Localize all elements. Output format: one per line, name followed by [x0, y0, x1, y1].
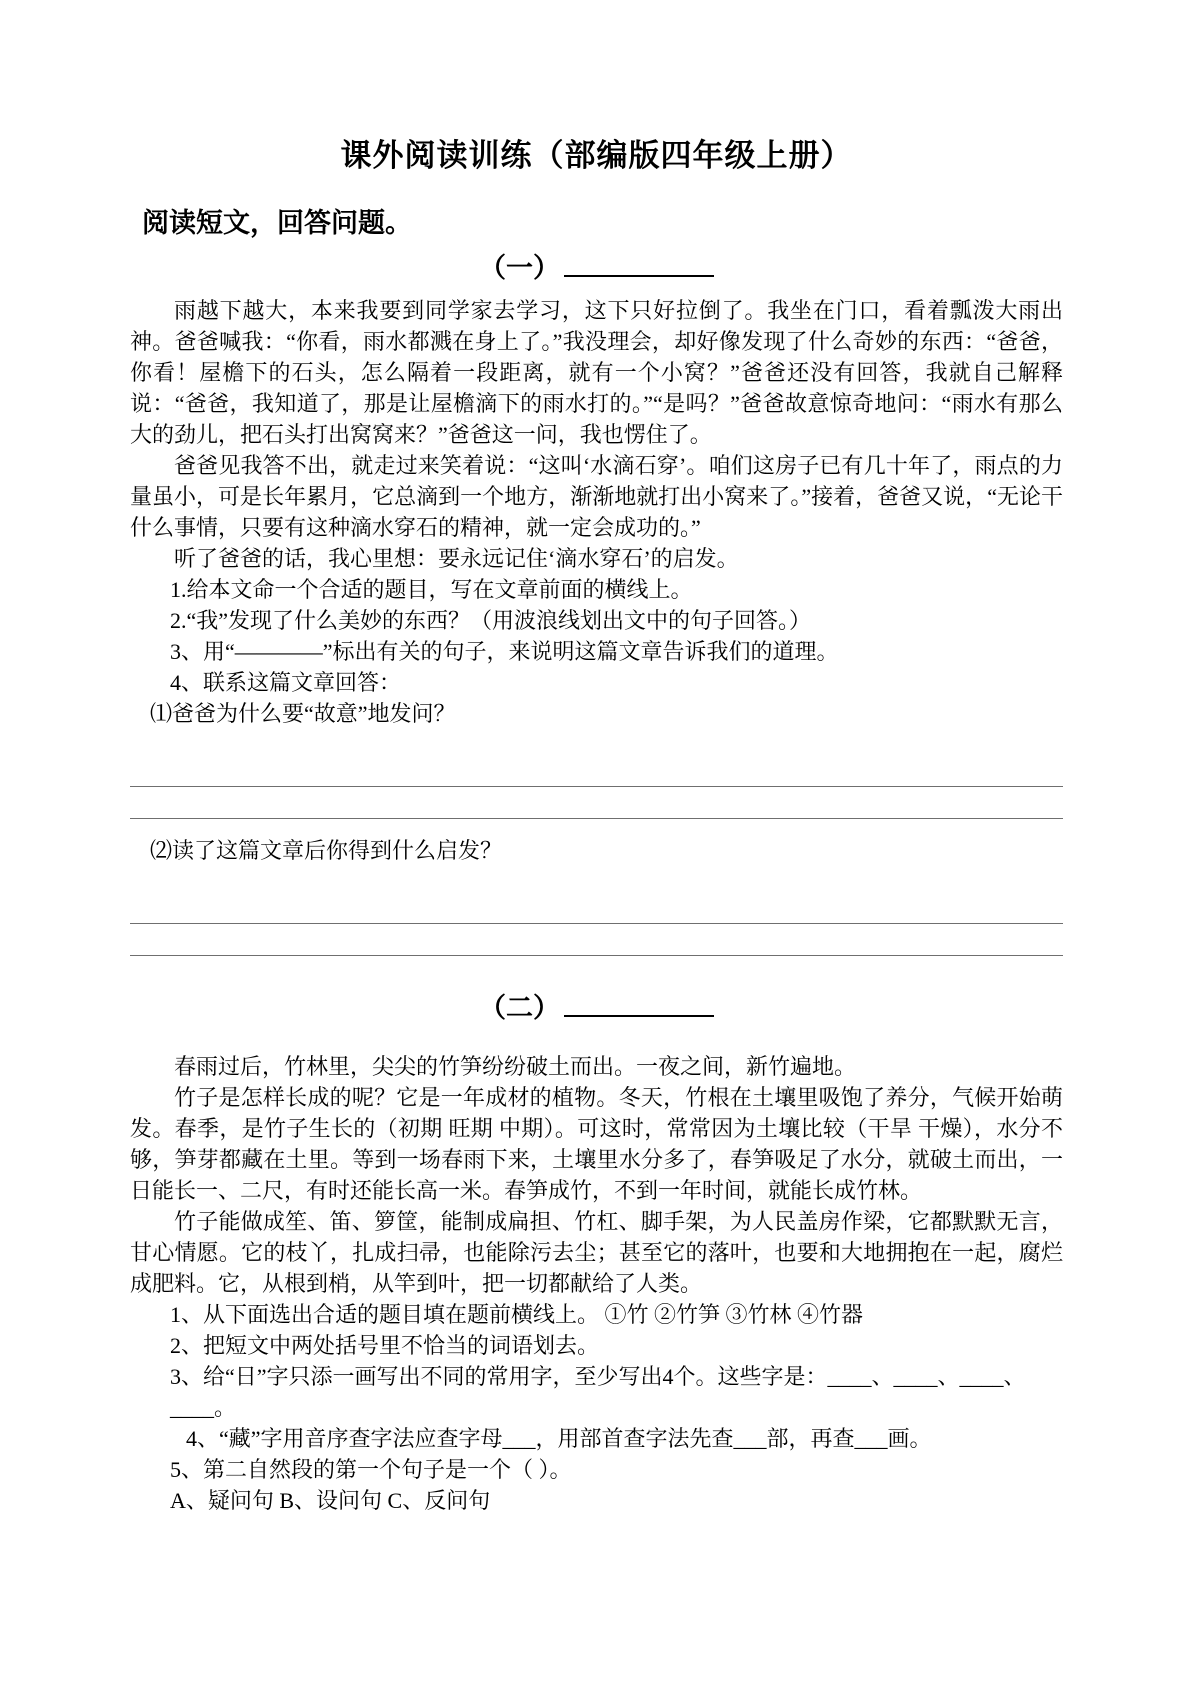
- answer-line-1[interactable]: [130, 755, 1063, 787]
- answer-line-3[interactable]: [130, 892, 1063, 924]
- section-1-paragraph-1: 雨越下越大，本来我要到同学家去学习，这下只好拉倒了。我坐在门口，看着瓢泼大雨出神。爸爸喊我：“你看，雨水都溅在身上了。”我没理会，却好像发现了什么奇妙的东西：“爸爸，你看！屋檐下的石头，怎么隔着一段距离，就有一个小窝？”爸爸还没有回答，我就自己解释说：“爸爸，我知道了，那是让屋檐滴下的雨水打的。”“是吗？”爸爸故意惊奇地问：“雨水有那么大的劲儿，把石头打出窝窝来？”爸爸这一问，我也愣住了。: [130, 298, 1063, 447]
- section-1-question-1: 1.给本文命一个合适的题目，写在文章前面的横线上。: [170, 577, 693, 602]
- section-1-subquestion-2: ⑵读了这篇文章后你得到什么启发？: [150, 838, 503, 863]
- instruction-heading: 阅读短文，回答问题。: [142, 208, 412, 238]
- section-2-heading: [130, 986, 1063, 1025]
- section-1-label: （一）: [479, 253, 560, 283]
- section-2-question-5-options: A、疑问句 B、设问句 C、反问句: [170, 1488, 491, 1513]
- section-2-title-blank[interactable]: [564, 991, 714, 1017]
- section-2-question-1: 1、从下面选出合适的题目填在题前横线上。 ①竹 ②竹笋 ③竹林 ④竹器: [170, 1302, 864, 1327]
- section-2-paragraph-1: 春雨过后，竹林里，尖尖的竹笋纷纷破土而出。一夜之间，新竹遍地。: [174, 1054, 857, 1079]
- answer-line-2[interactable]: [130, 787, 1063, 819]
- section-2-paragraph-2: 竹子是怎样长成的呢？它是一年成材的植物。冬天，竹根在土壤里吸饱了养分，气候开始萌发。春季，是竹子生长的（初期 旺期 中期）。可这时，常常因为土壤比较（干旱 干燥），水分不够，笋芽都藏在土里。等到一场春雨下来，土壤里水分多了，春笋吸足了水分，就破土而出，一日能长一、二尺，有时还能长高一米。春笋成竹，不到一年时间，就能长成竹林。: [130, 1085, 1063, 1203]
- section-1-paragraph-3: 听了爸爸的话，我心里想：要永远记住‘滴水穿石’的启发。: [174, 546, 739, 571]
- section-1-subquestion-1: ⑴爸爸为什么要“故意”地发问？: [150, 701, 456, 726]
- section-1-question-2: 2.“我”发现了什么美妙的东西？（用波浪线划出文中的句子回答。）: [170, 608, 812, 633]
- section-2-question-3: 3、给“日”字只添一画写出不同的常用字，至少写出4个。这些字是：____、____、____、____。: [170, 1364, 1026, 1420]
- section-1-question-3: 3、用“————”标出有关的句子，来说明这篇文章告诉我们的道理。: [170, 639, 839, 664]
- section-2-paragraph-3: 竹子能做成笙、笛、箩筐，能制成扁担、竹杠、脚手架，为人民盖房作梁，它都默默无言，甘心情愿。它的枝丫，扎成扫帚，也能除污去尘；甚至它的落叶，也要和大地拥抱在一起，腐烂成肥料。它，从根到梢，从竿到叶，把一切都献给了人类。: [130, 1209, 1063, 1296]
- section-2-question-4: 4、“藏”字用音序查字法应查字母___，用部首查字法先查___部，再查___画。: [186, 1426, 932, 1451]
- section-2-question-5: 5、第二自然段的第一个句子是一个（ ）。: [170, 1457, 572, 1482]
- section-2-question-2: 2、把短文中两处括号里不恰当的词语划去。: [170, 1333, 600, 1358]
- section-1-title-blank[interactable]: [564, 251, 714, 277]
- page-title: 课外阅读训练（部编版四年级上册）: [340, 138, 853, 173]
- section-2-label: （二）: [479, 993, 560, 1023]
- section-1-heading: [130, 246, 1063, 285]
- answer-line-4[interactable]: [130, 924, 1063, 956]
- section-1-paragraph-2: 爸爸见我答不出，就走过来笑着说：“这叫‘水滴石穿’。咱们这房子已有几十年了，雨点的力量虽小，可是长年累月，它总滴到一个地方，渐渐地就打出小窝来了。”接着，爸爸又说，“无论干什么事情，只要有这种滴水穿石的精神，就一定会成功的。”: [130, 453, 1063, 540]
- section-1-question-4: 4、联系这篇文章回答：: [170, 670, 402, 695]
